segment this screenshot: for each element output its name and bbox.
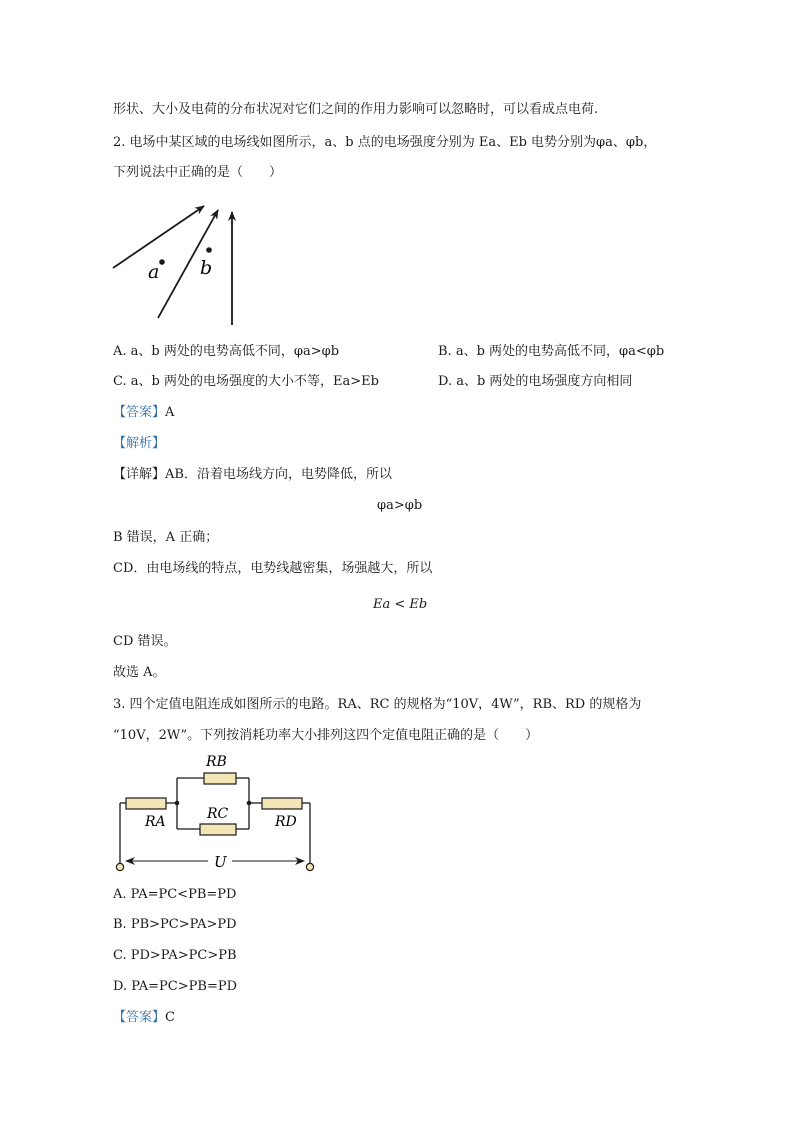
label-ra: RA — [145, 814, 166, 830]
q3-option-d: D. PA=PC>PB=PD — [113, 979, 238, 994]
terminal-left — [116, 863, 123, 870]
formula-potential: φa>φb — [377, 498, 423, 513]
label-b: b — [200, 257, 213, 279]
analysis-tag: 【解析】 — [113, 436, 166, 451]
q2-stem-line2: 下列说法中正确的是（ ） — [113, 165, 283, 180]
q2-option-c: C. a、b 两处的电场强度的大小不等，Ea>Eb — [113, 374, 379, 389]
q3-stem-line2: “10V，2W”。下列按消耗功率大小排列这四个定值电阻正确的是（ ） — [113, 728, 539, 743]
circuit-diagram — [112, 748, 322, 873]
q2-analysis — [113, 434, 165, 454]
resistor-rc — [200, 824, 236, 835]
label-u: U — [214, 853, 227, 871]
q2-cd-line: CD．由电场线的特点，电势线越密集，场强越大，所以 — [113, 561, 433, 576]
label-a: a — [148, 261, 160, 283]
junction-left — [175, 801, 180, 806]
q2-cd-wrong: CD 错误。 — [113, 634, 177, 649]
q2-stem-line1: 2. 电场中某区域的电场线如图所示，a、b 点的电场强度分别为 Ea、Eb 电势分别为φa、φb， — [113, 135, 657, 150]
resistor-rd — [262, 798, 302, 809]
q3-answer-value: C — [165, 1010, 175, 1025]
q2-b-wrong: B 错误，A 正确； — [113, 530, 219, 545]
label-rc: RC — [207, 806, 229, 822]
q3-stem-line1: 3. 四个定值电阻连成如图所示的电路。RA、RC 的规格为“10V，4W”，RB、RD 的规格为 — [113, 697, 642, 712]
resistor-ra — [126, 798, 166, 809]
point-b — [206, 247, 212, 253]
q3-option-c: C. PD>PA>PC>PB — [113, 948, 237, 963]
answer-tag: 【答案】 — [113, 405, 166, 420]
intro-line: 形状、大小及电荷的分布状况对它们之间的作用力影响可以忽略时，可以看成点电荷. — [113, 102, 599, 117]
resistor-rb — [204, 773, 236, 784]
label-rd: RD — [275, 814, 297, 830]
point-a — [159, 259, 165, 265]
q2-answer — [113, 403, 174, 423]
detail-text: AB．沿着电场线方向，电势降低，所以 — [165, 467, 392, 482]
q2-option-b: B. a、b 两处的电势高低不同，φa<φb — [438, 344, 665, 359]
formula-field-strength: Ea < Eb — [373, 597, 428, 612]
terminal-right — [306, 863, 313, 870]
q3-option-b: B. PB>PC>PA>PD — [113, 917, 237, 932]
electric-field-figure — [110, 200, 260, 330]
q2-conclusion: 故选 A。 — [113, 665, 166, 680]
junction-right — [247, 801, 252, 806]
q3-option-a: A. PA=PC<PB=PD — [113, 887, 237, 902]
q3-answer — [113, 1008, 175, 1028]
detail-tag: 【详解】 — [113, 467, 166, 482]
q2-option-d: D. a、b 两处的电场强度方向相同 — [438, 374, 633, 389]
q2-option-a: A. a、b 两处的电势高低不同，φa>φb — [113, 344, 340, 359]
label-rb: RB — [206, 754, 227, 770]
q2-detail-line1 — [113, 465, 392, 485]
q3-answer-tag: 【答案】 — [113, 1010, 166, 1025]
answer-value: A — [165, 405, 175, 420]
